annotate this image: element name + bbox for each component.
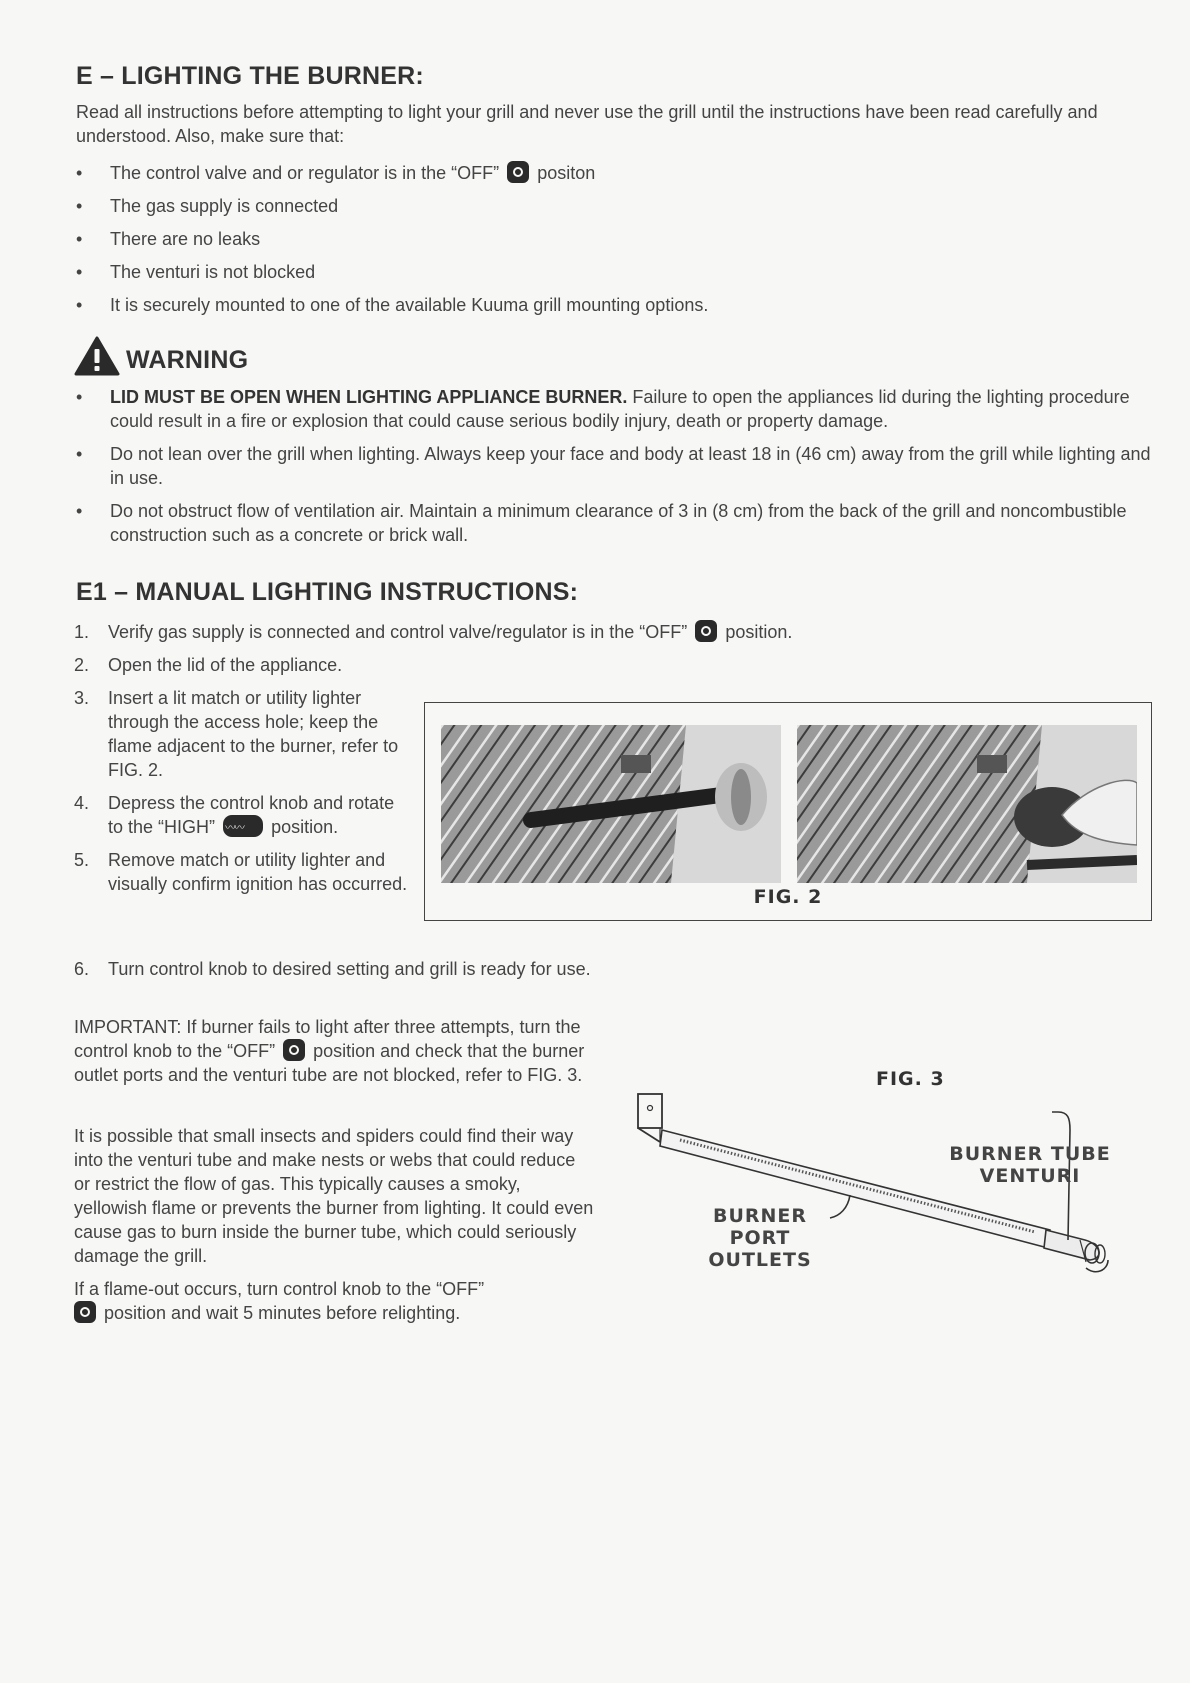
callout-burner-tube-venturi: BURNER TUBE VENTURI <box>949 1143 1111 1187</box>
warning-title: WARNING <box>126 346 249 374</box>
fig2-label: FIG. 2 <box>753 886 823 908</box>
list-item: • The gas supply is connected <box>76 194 1116 218</box>
list-item: • Do not lean over the grill when lighting. Always keep your face and body at least 18 in (46 cm) away from the grill while lighting and in use. <box>76 442 1156 490</box>
fig3-label: FIG. 3 <box>876 1068 945 1090</box>
flameout-note: If a flame-out occurs, turn control knob to the “OFF” position and wait 5 minutes before relighting. <box>74 1279 485 1323</box>
list-item: 3. Insert a lit match or utility lighter through the access hole; keep the flame adjacent to the burner, refer to FIG. 2. <box>74 688 399 780</box>
section-e1-title: E1 – MANUAL LIGHTING INSTRUCTIONS: <box>76 578 579 606</box>
list-item: • LID MUST BE OPEN WHEN LIGHTING APPLIANCE BURNER. Failure to open the appliances lid during the lighting procedure could result in a fire or explosion that could cause serious bodily injury, death or property damage. <box>76 385 1156 433</box>
off-position-icon <box>283 1039 305 1061</box>
step-6-list <box>74 957 594 990</box>
list-item: 5. Remove match or utility lighter and visually confirm ignition has occurred. <box>74 850 408 894</box>
list-item: • Do not obstruct flow of ventilation air. Maintain a minimum clearance of 3 in (8 cm) from the back of the grill and noncombustible construction such as a concrete or brick wall. <box>76 499 1156 547</box>
list-item: • The venturi is not blocked <box>76 260 1116 284</box>
list-item: 1. Verify gas supply is connected and control valve/regulator is in the “OFF” position. <box>74 622 793 642</box>
section-e-title: E – LIGHTING THE BURNER: <box>76 62 424 90</box>
list-item: 2. Open the lid of the appliance. <box>74 655 343 675</box>
fig2-photo-left <box>441 725 781 883</box>
list-item: 4. Depress the control knob and rotate to the “HIGH” 〰〰 position. <box>74 791 414 839</box>
list-item: 6. Turn control knob to desired setting and grill is ready for use. <box>74 959 591 979</box>
section-e-intro: Read all instructions before attempting to light your grill and never use the grill until the instructions have been read carefully and understood. Also, make sure that: <box>76 102 1098 146</box>
high-flame-icon <box>223 815 263 837</box>
insects-note: It is possible that small insects and spiders could find their way into the venturi tube and make nests or webs that could reduce or restrict the flow of gas. This typically causes a smoky, yellowish flame or prevents the burner from lighting. It could even cause gas to burn inside the burner tube, which could seriously damage the grill. <box>74 1126 594 1266</box>
step-1-list <box>74 620 884 686</box>
list-item: • The control valve and or regulator is in the “OFF” positon <box>76 161 1116 185</box>
callout-burner-port-outlets: BURNER PORT OUTLETS <box>708 1205 812 1271</box>
fig2-photo-right <box>797 725 1137 883</box>
list-item: • There are no leaks <box>76 227 1116 251</box>
warning-list <box>76 385 1156 547</box>
fig2-frame <box>424 702 1152 921</box>
off-position-icon <box>74 1301 96 1323</box>
off-position-icon <box>507 161 529 183</box>
warning-triangle-icon <box>74 336 120 376</box>
list-item: • It is securely mounted to one of the available Kuuma grill mounting options. <box>76 293 1116 317</box>
important-note: IMPORTANT: If burner fails to light after three attempts, turn the control knob to the “OFF” position and check that the burner outlet ports and the venturi tube are not blocked, refer to FIG. 3. <box>74 1017 585 1085</box>
precheck-list <box>76 161 1116 317</box>
off-position-icon <box>695 620 717 642</box>
step-list-left <box>74 686 414 905</box>
